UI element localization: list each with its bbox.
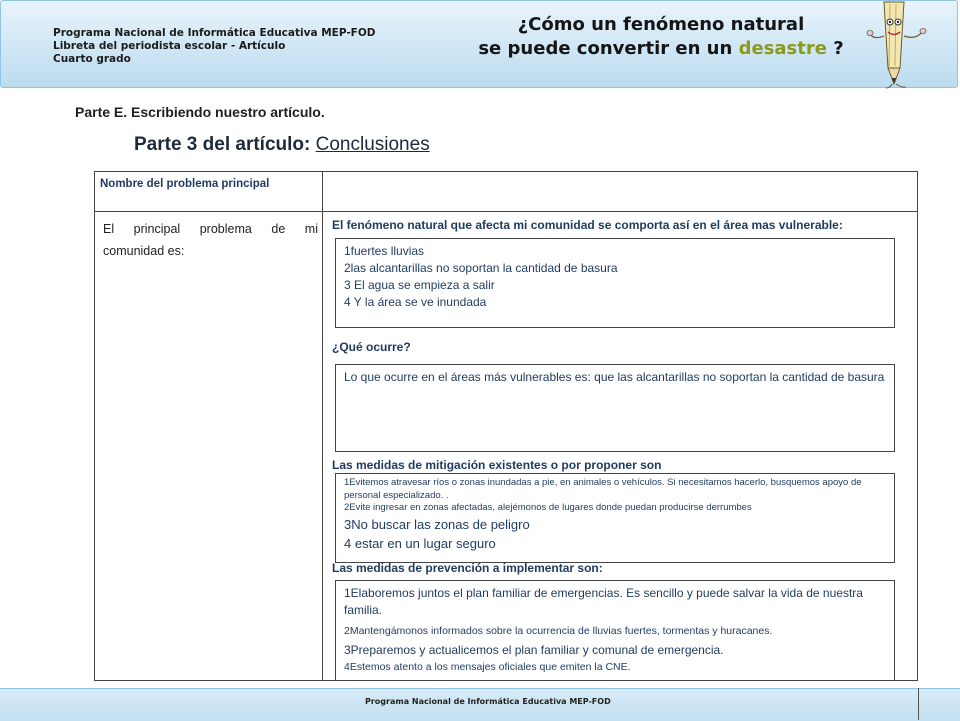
footer-divider	[918, 688, 919, 720]
list-item: 1Evitemos atravesar ríos o zonas inundadas a pie, en animales o vehículos. Si necesitamos hacerlo, busquemos apoyo de personal especializado. .	[344, 477, 862, 501]
what-happens-text: Lo que ocurre en el áreas más vulnerables es: que las alcantarillas no soportan la cantidad de basura	[344, 370, 885, 384]
footer-text: Programa Nacional de Informática Educativa MEP-FOD	[365, 697, 611, 706]
list-item: 1Elaboremos juntos el plan familiar de emergencias. Es sencillo y puede salvar la vida de nuestra familia.	[344, 586, 863, 617]
table-divider-horizontal	[94, 211, 918, 212]
phenomenon-box[interactable]	[335, 238, 895, 328]
phenomenon-label: El fenómeno natural que afecta mi comunidad se comporta así en el área mas vulnerable:	[332, 218, 843, 232]
list-item: 2Mantengámonos informados sobre la ocurrencia de lluvias fuertes, tormentas y huracanes.	[344, 625, 773, 637]
title-line-1: ¿Cómo un fenómeno natural	[517, 14, 805, 35]
prevention-box[interactable]	[335, 580, 895, 680]
table-divider-vertical	[322, 171, 323, 681]
section-heading: Parte E. Escribiendo nuestro artículo.	[75, 104, 325, 120]
program-name: Programa Nacional de Informática Educativa MEP-FOD	[53, 27, 376, 39]
list-item: 3 El agua se empieza a salir	[344, 278, 495, 292]
title-line-2-post: ?	[826, 38, 844, 59]
grade-label: Cuarto grado	[53, 53, 131, 65]
problem-name-label: Nombre del problema principal	[100, 178, 270, 190]
title-accent: desastre	[738, 38, 827, 59]
list-item: 3No buscar las zonas de peligro	[344, 516, 530, 532]
mitigation-box[interactable]	[335, 473, 895, 563]
title-line-2-pre: se puede convertir en un	[478, 38, 739, 59]
title-line-2	[441, 37, 881, 61]
list-item: 4 estar en un lugar seguro	[344, 535, 496, 551]
main-problem-label: El principal problema de mi comunidad es:	[103, 222, 318, 258]
list-item: 4Estemos atento a los mensajes oficiales que emiten la CNE.	[344, 661, 631, 673]
list-item: 2las alcantarillas no soportan la cantidad de basura	[344, 261, 618, 275]
what-happens-label: ¿Qué ocurre?	[332, 340, 411, 354]
subsection-prefix: Parte 3 del artículo:	[134, 134, 316, 155]
notebook-name: Libreta del periodista escolar - Artículo	[53, 40, 286, 52]
subsection-heading	[134, 134, 430, 156]
what-happens-box[interactable]	[335, 364, 895, 452]
list-item: 3Preparemos y actualicemos el plan familiar y comunal de emergencia.	[344, 643, 724, 657]
pencil-mascot-icon	[866, 0, 932, 90]
list-item: 4 Y la área se ve inundada	[344, 295, 487, 309]
list-item: 2Evite ingresar en zonas afectadas, alejémonos de lugares donde puedan producirse derrumbes	[344, 502, 752, 513]
subsection-title: Conclusiones	[315, 134, 430, 155]
footer-banner	[0, 688, 960, 721]
program-info	[53, 27, 376, 66]
header-banner	[0, 0, 958, 88]
prevention-label: Las medidas de prevención a implementar son:	[332, 561, 603, 575]
page-title	[441, 13, 881, 61]
list-item: 1fuertes lluvias	[344, 244, 425, 258]
mitigation-label: Las medidas de mitigación existentes o por proponer son	[332, 458, 662, 472]
